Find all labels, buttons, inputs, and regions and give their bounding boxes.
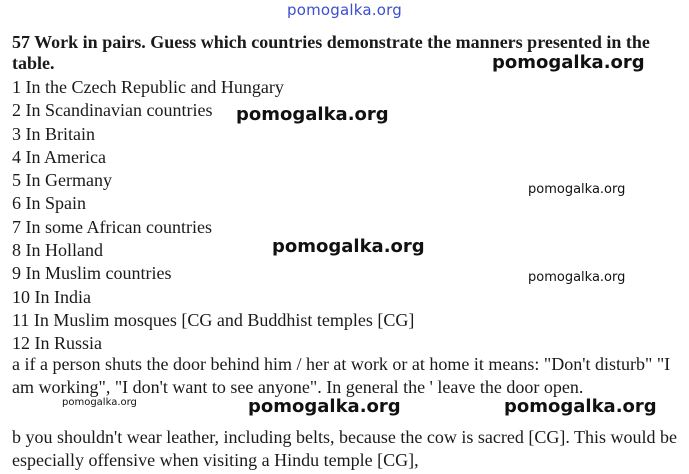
list-item: 2 In Scandinavian countries [12,100,213,121]
list-item: 3 In Britain [12,123,95,144]
watermark: pomogalka.org [528,182,626,197]
list-item: 6 In Spain [12,193,86,214]
list-item: 11 In Muslim mosques [CG and Buddhist temples [CG] [12,309,415,330]
watermark: pomogalka.org [272,236,425,257]
watermark: pomogalka.org [504,396,657,417]
list-item: 10 In India [12,286,91,307]
list-item: 1 In the Czech Republic and Hungary [12,77,284,97]
list-item: 9 In Muslim countries [12,263,172,284]
list-item: 12 In Russia [12,333,102,354]
watermark: pomogalka.org [236,104,389,125]
watermark: pomogalka.org [528,270,626,285]
manner-paragraph-a: a if a person shuts the door behind him / her at work or at home it means: "Don't disturb" "I am working", "I don't want to see anyone". In general the ' leave the door open. [12,354,671,397]
watermark: pomogalka.org [492,52,645,73]
manner-paragraph-b: b you shouldn't wear leather, including belts, because the cow is sacred [CG]. This would be especially offensive when visiting a Hindu temple [CG], [12,427,678,470]
watermark: pomogalka.org [248,396,401,417]
exercise-heading: 57 Work in pairs. Guess which countries demonstrate the manners presented in the table. [12,32,650,73]
list-item: 8 In Holland [12,240,103,261]
list-item: 5 In Germany [12,170,112,191]
list-item: 7 In some African countries [12,216,212,237]
watermark: pomogalka.org [62,397,137,408]
top-watermark: pomogalka.org [287,1,402,19]
list-item: 4 In America [12,146,106,167]
